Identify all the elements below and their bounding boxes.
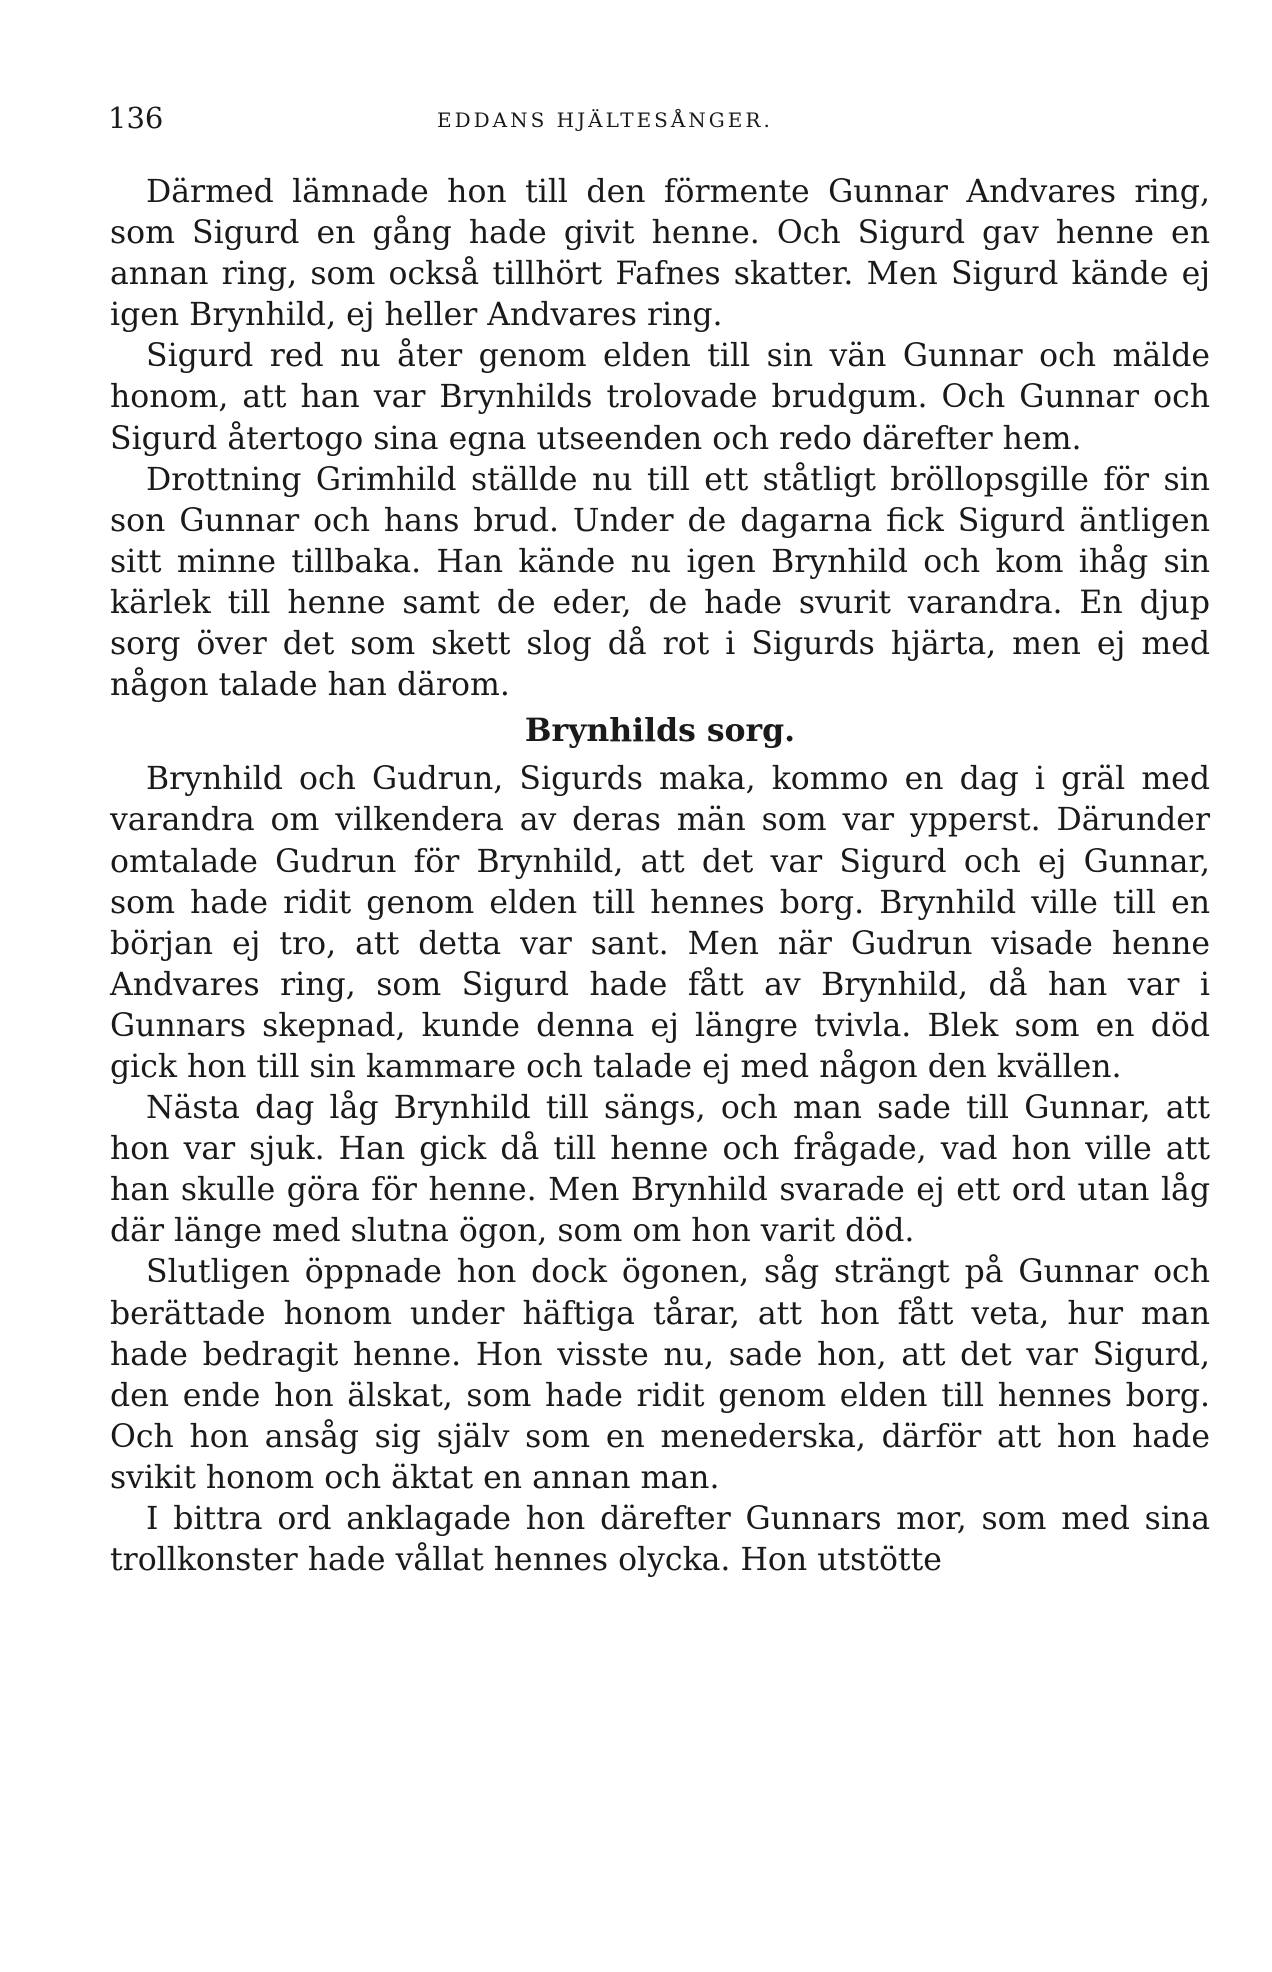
- section-heading: Brynhilds sorg.: [524, 712, 796, 750]
- paragraph: Därmed lämnade hon till den förmente Gunnar Andvares ring, som Sigurd en gång hade givit henne. Och Sigurd gav henne en annan ring, som också tillhört Fafnes skatter. Men Sigurd kände ej igen Brynhild, ej heller Andvares ring.: [110, 174, 1210, 334]
- paragraph: Sigurd red nu åter genom elden till sin vän Gunnar och mälde honom, att han var Brynhilds trolovade brudgum. Och Gunnar och Sigurd återtogo sina egna utseenden och redo därefter hem.: [110, 338, 1210, 457]
- page-number: 136: [108, 101, 164, 135]
- paragraph: I bittra ord anklagade hon därefter Gunnars mor, som med sina trollkonster hade vållat hennes olycka. Hon utstötte: [110, 1501, 1210, 1579]
- page-header: [104, 96, 1204, 140]
- body-text: [110, 172, 1210, 1581]
- paragraph: Nästa dag låg Brynhild till sängs, och man sade till Gunnar, att hon var sjuk. Han gick då till henne och frågade, vad hon ville att han skulle göra för henne. Men Brynhild svarade ej ett ord utan låg där länge med slutna ögon, som om hon varit död.: [110, 1090, 1210, 1250]
- running-head: EDDANS HJÄLTESÅNGER.: [437, 108, 773, 132]
- paragraph: Brynhild och Gudrun, Sigurds maka, kommo en dag i gräl med varandra om vilkendera av deras män som var ypperst. Därunder omtalade Gudrun för Brynhild, att det var Sigurd och ej Gunnar, som hade ridit genom elden till hennes borg. Brynhild ville till en början ej tro, att detta var sant. Men när Gudrun visade henne Andvares ring, som Sigurd hade fått av Brynhild, då han var i Gunnars skepnad, kunde denna ej längre tvivla. Blek som en död gick hon till sin kammare och talade ej med någon den kvällen.: [110, 761, 1210, 1085]
- paragraph: Drottning Grimhild ställde nu till ett ståtligt bröllopsgille för sin son Gunnar och hans brud. Under de dagarna fick Sigurd äntligen sitt minne tillbaka. Han kände nu igen Brynhild och kom ihåg sin kärlek till henne samt de eder, de hade svurit varandra. En djup sorg över det som skett slog då rot i Sigurds hjärta, men ej med någon talade han därom.: [110, 461, 1210, 704]
- paragraph: Slutligen öppnade hon dock ögonen, såg strängt på Gunnar och berättade honom under häftiga tårar, att hon fått veta, hur man hade bedragit henne. Hon visste nu, sade hon, att det var Sigurd, den ende hon älskat, som hade ridit genom elden till hennes borg. Och hon ansåg sig själv som en menederska, därför att hon hade svikit honom och äktat en annan man.: [110, 1254, 1210, 1496]
